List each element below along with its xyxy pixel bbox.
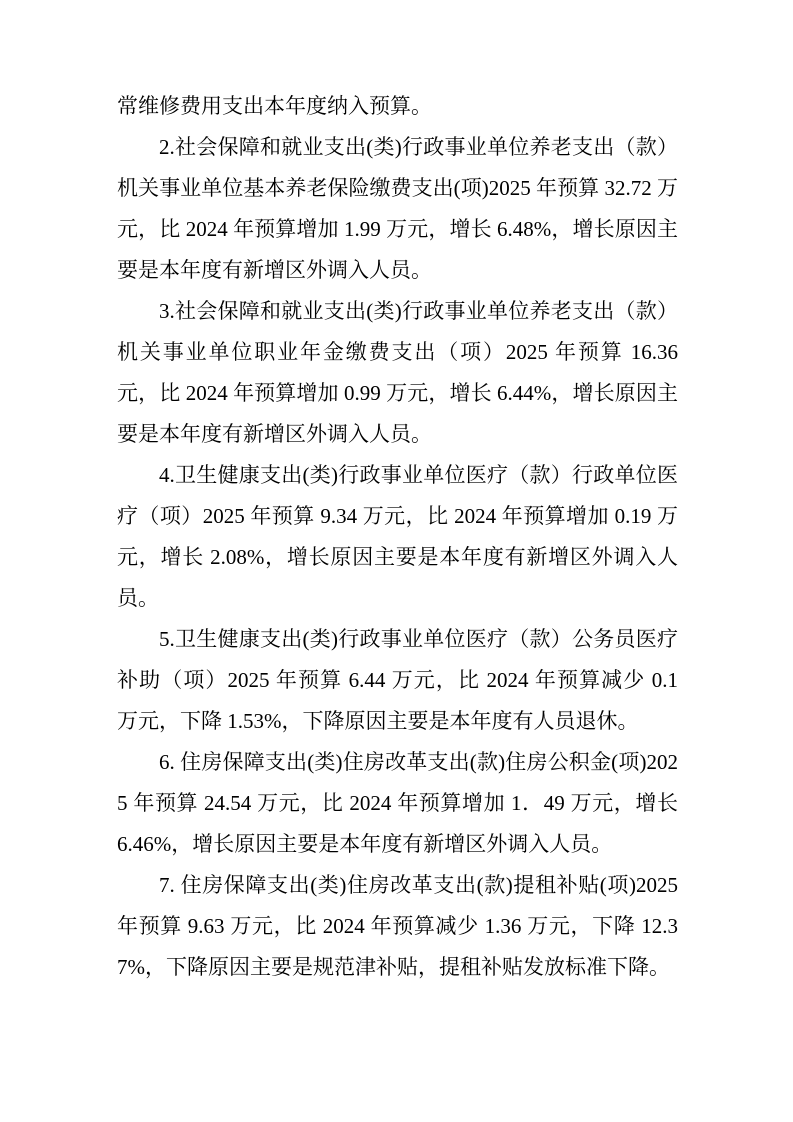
paragraph-item-4-administrative-medical: 4.卫生健康支出(类)行政事业单位医疗（款）行政单位医疗（项）2025 年预算 9.34 万元，比 2024 年预算增加 0.19 万元，增长 2.08%，增长原因主要是本年度有新增区外调入人员。 [117,463,678,610]
paragraph-item-7-rent-subsidy: 7. 住房保障支出(类)住房改革支出(款)提租补贴(项)2025 年预算 9.63 万元，比 2024 年预算减少 1.36 万元，下降 12.37%，下降原因主要是规范津补贴，提租补贴发放标准下降。 [117,873,678,979]
paragraph-item-6-housing-fund: 6. 住房保障支出(类)住房改革支出(款)住房公积金(项)2025 年预算 24.54 万元，比 2024 年预算增加 1．49 万元，增长 6.46%，增长原因主要是本年度有新增区外调入人员。 [117,750,678,856]
paragraph-item-5-civil-servant-medical-subsidy: 5.卫生健康支出(类)行政事业单位医疗（款）公务员医疗补助（项）2025 年预算 6.44 万元，比 2024 年预算减少 0.1 万元，下降 1.53%，下降原因主要是本年度有人员退休。 [117,627,678,733]
paragraph-item-2-pension-contribution: 2.社会保障和就业支出(类)行政事业单位养老支出（款）机关事业单位基本养老保险缴费支出(项)2025 年预算 32.72 万元，比 2024 年预算增加 1.99 万元，增长 6.48%，增长原因主要是本年度有新增区外调入人员。 [117,135,678,282]
document-content [117,86,678,988]
paragraph-item-3-occupational-annuity: 3.社会保障和就业支出(类)行政事业单位养老支出（款）机关事业单位职业年金缴费支出（项）2025 年预算 16.36 元，比 2024 年预算增加 0.99 万元，增长 6.44%，增长原因主要是本年度有新增区外调入人员。 [117,299,678,446]
paragraph-continuation: 常维修费用支出本年度纳入预算。 [117,94,432,118]
